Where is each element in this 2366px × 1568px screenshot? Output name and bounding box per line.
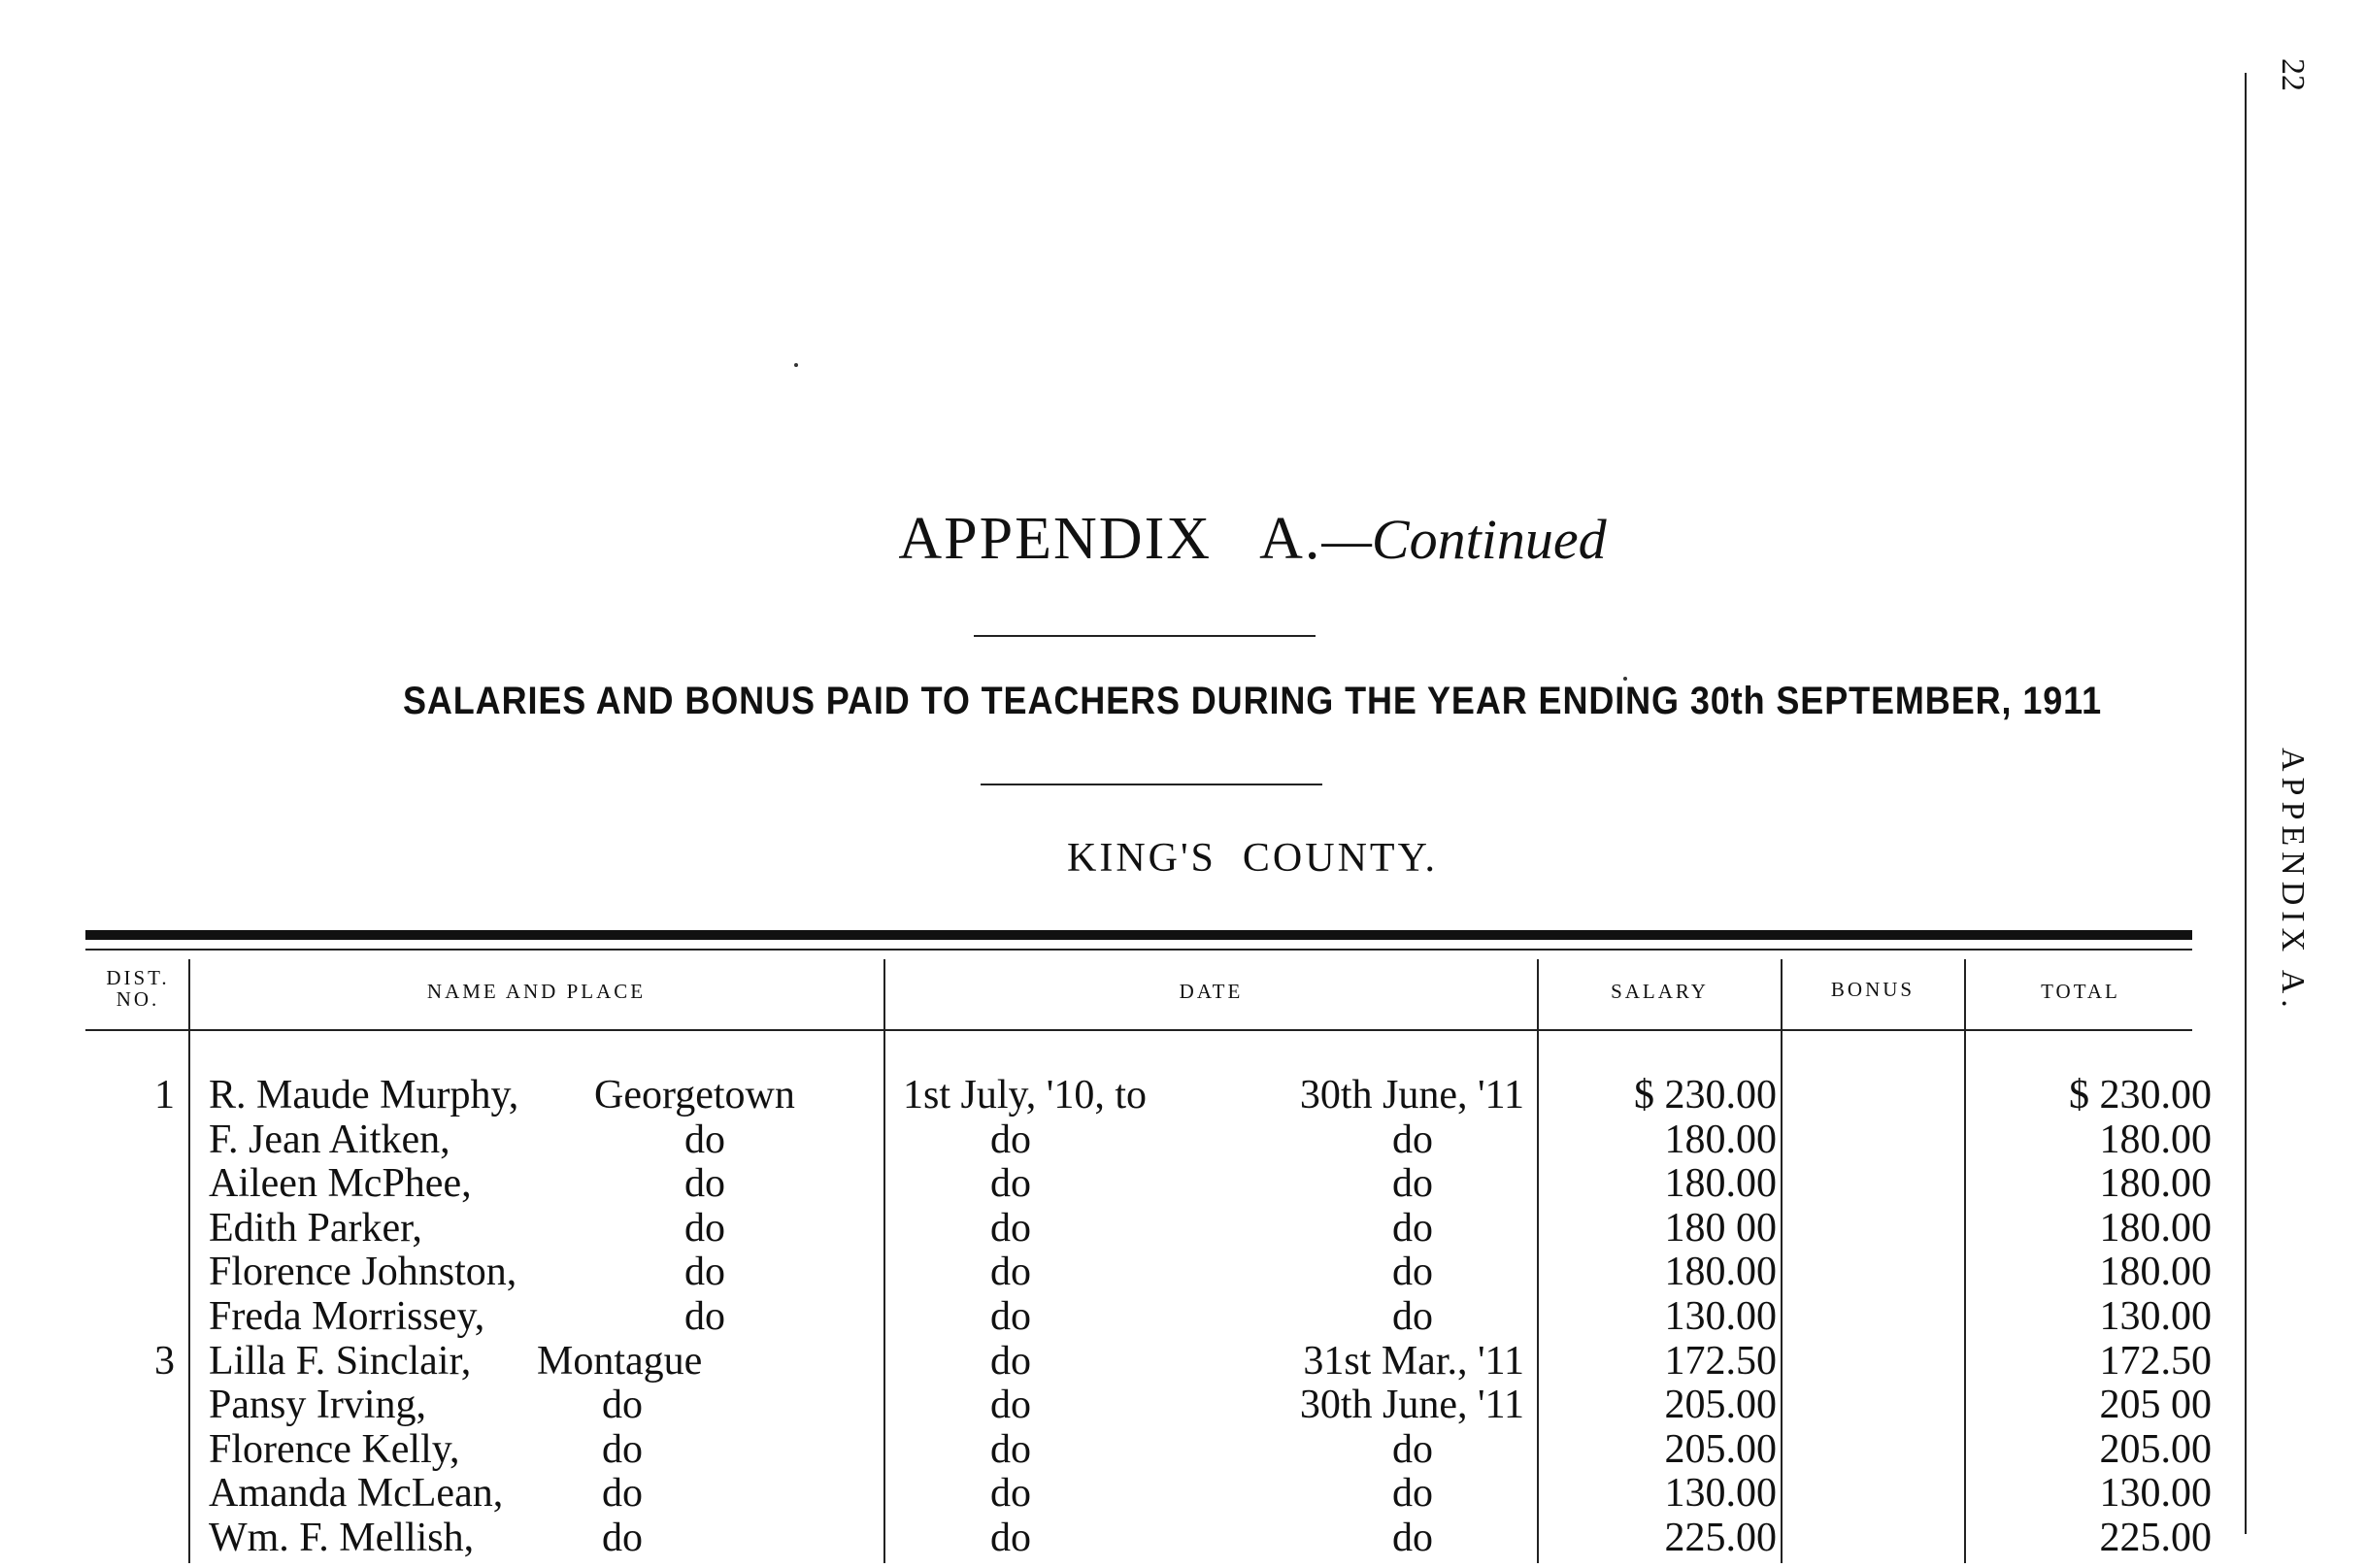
header-date: DATE [1179,980,1244,1003]
cell-date-from: do [990,1294,1031,1339]
cell-name: Amanda McLean, [209,1471,504,1517]
side-running-title: APPENDIX A. [2275,748,2311,1014]
cell-place: do [684,1205,725,1251]
header-bonus: BONUS [1830,978,1916,1001]
table-top-thin-rule [85,949,2192,951]
cell-name: Florence Kelly, [209,1426,460,1472]
cell-total: 205.00 [2099,1426,2212,1472]
header-dist-no [92,967,183,1010]
cell-place: do [684,1117,725,1162]
cell-date-to: do [1392,1205,1433,1251]
cell-date-to: 31st Mar., '11 [1303,1338,1524,1384]
cell-salary: 180 00 [1664,1205,1777,1251]
cell-total: 172.50 [2099,1338,2212,1384]
header-dist-line2: NO. [116,987,160,1011]
cell-date-to: do [1392,1117,1433,1162]
table-row [0,1206,2366,1251]
cell-total: 130.00 [2099,1471,2212,1517]
cell-salary: 225.00 [1664,1516,1777,1560]
table-row [0,1471,2366,1516]
table-top-thick-rule [85,930,2192,940]
cell-date-from: do [990,1117,1031,1162]
cell-place: do [602,1516,643,1560]
cell-salary: 180.00 [1664,1117,1777,1162]
cell-name: Florence Johnston, [209,1250,517,1295]
header-salary: SALARY [1611,980,1709,1003]
cell-date-from: do [990,1338,1031,1384]
cell-date-from: do [990,1516,1031,1560]
cell-salary: 180.00 [1664,1161,1777,1207]
cell-salary: 172.50 [1664,1338,1777,1384]
table-row [0,1427,2366,1472]
cell-place: do [602,1383,643,1428]
cell-name: R. Maude Murphy, [209,1073,519,1118]
cell-salary: 205.00 [1664,1426,1777,1472]
table-row [0,1294,2366,1339]
cell-name: Freda Morrissey, [209,1294,485,1339]
cell-name: Pansy Irving, [209,1383,426,1428]
title-main: APPENDIX A. [898,506,1322,572]
county-heading: KING'S COUNTY. [1067,836,1438,881]
title-rule [974,635,1316,637]
cell-date-to: 30th June, '11 [1299,1383,1524,1428]
cell-name: Edith Parker, [209,1205,422,1251]
header-dist-line1: DIST. [106,966,170,989]
cell-date-from: do [990,1471,1031,1517]
cell-place: do [684,1294,725,1339]
cell-name: F. Jean Aitken, [209,1117,450,1162]
title-continued: —Continued [1321,508,1607,571]
subtitle: SALARIES AND BONUS PAID TO TEACHERS DURING THE YEAR ENDING 30th SEPTEMBER, 1911 [402,680,2103,722]
header-name-place: NAME AND PLACE [426,980,647,1003]
header-total: TOTAL [2041,980,2120,1003]
cell-place: do [684,1250,725,1295]
cell-date-to: 30th June, '11 [1299,1073,1524,1118]
cell-dist-no: 1 [154,1073,175,1118]
cell-name: Aileen McPhee, [209,1161,472,1207]
cell-total: 205 00 [2099,1383,2212,1428]
cell-total: 130.00 [2099,1294,2212,1339]
cell-total: 180.00 [2099,1205,2212,1251]
header-bottom-rule [85,1029,2192,1031]
cell-date-from: do [990,1426,1031,1472]
cell-dist-no: 3 [154,1338,175,1384]
cell-date-from: do [990,1383,1031,1428]
cell-salary: 180.00 [1664,1250,1777,1295]
cell-date-to: do [1392,1250,1433,1295]
cell-total: 225.00 [2099,1516,2212,1560]
cell-salary: 130.00 [1664,1471,1777,1517]
cell-date-from: do [990,1250,1031,1295]
table-row [0,1250,2366,1294]
cell-place: Montague [537,1338,703,1384]
cell-name: Wm. F. Mellish, [209,1516,475,1560]
cell-date-to: do [1392,1471,1433,1517]
cell-total: $ 230.00 [2069,1073,2212,1118]
table-row [0,1339,2366,1384]
cell-date-to: do [1392,1294,1433,1339]
cell-place: Georgetown [594,1073,795,1118]
subtitle-rule [981,784,1322,785]
cell-place: do [602,1471,643,1517]
speck [794,363,798,367]
table-row [0,1073,2366,1118]
cell-date-to: do [1392,1161,1433,1207]
cell-date-from: 1st July, '10, to [903,1073,1148,1118]
table-row [0,1118,2366,1162]
cell-total: 180.00 [2099,1250,2212,1295]
cell-total: 180.00 [2099,1161,2212,1207]
table-row [0,1516,2366,1560]
cell-place: do [602,1426,643,1472]
cell-date-to: do [1392,1516,1433,1560]
cell-name: Lilla F. Sinclair, [209,1338,472,1384]
cell-salary: $ 230.00 [1634,1073,1777,1118]
cell-date-to: do [1392,1426,1433,1472]
cell-date-from: do [990,1205,1031,1251]
page-title [0,505,2366,574]
page-number: 22 [2275,58,2311,91]
table-row [0,1161,2366,1206]
cell-place: do [684,1161,725,1207]
cell-salary: 130.00 [1664,1294,1777,1339]
cell-date-from: do [990,1161,1031,1207]
cell-salary: 205.00 [1664,1383,1777,1428]
cell-total: 180.00 [2099,1117,2212,1162]
table-row [0,1383,2366,1427]
